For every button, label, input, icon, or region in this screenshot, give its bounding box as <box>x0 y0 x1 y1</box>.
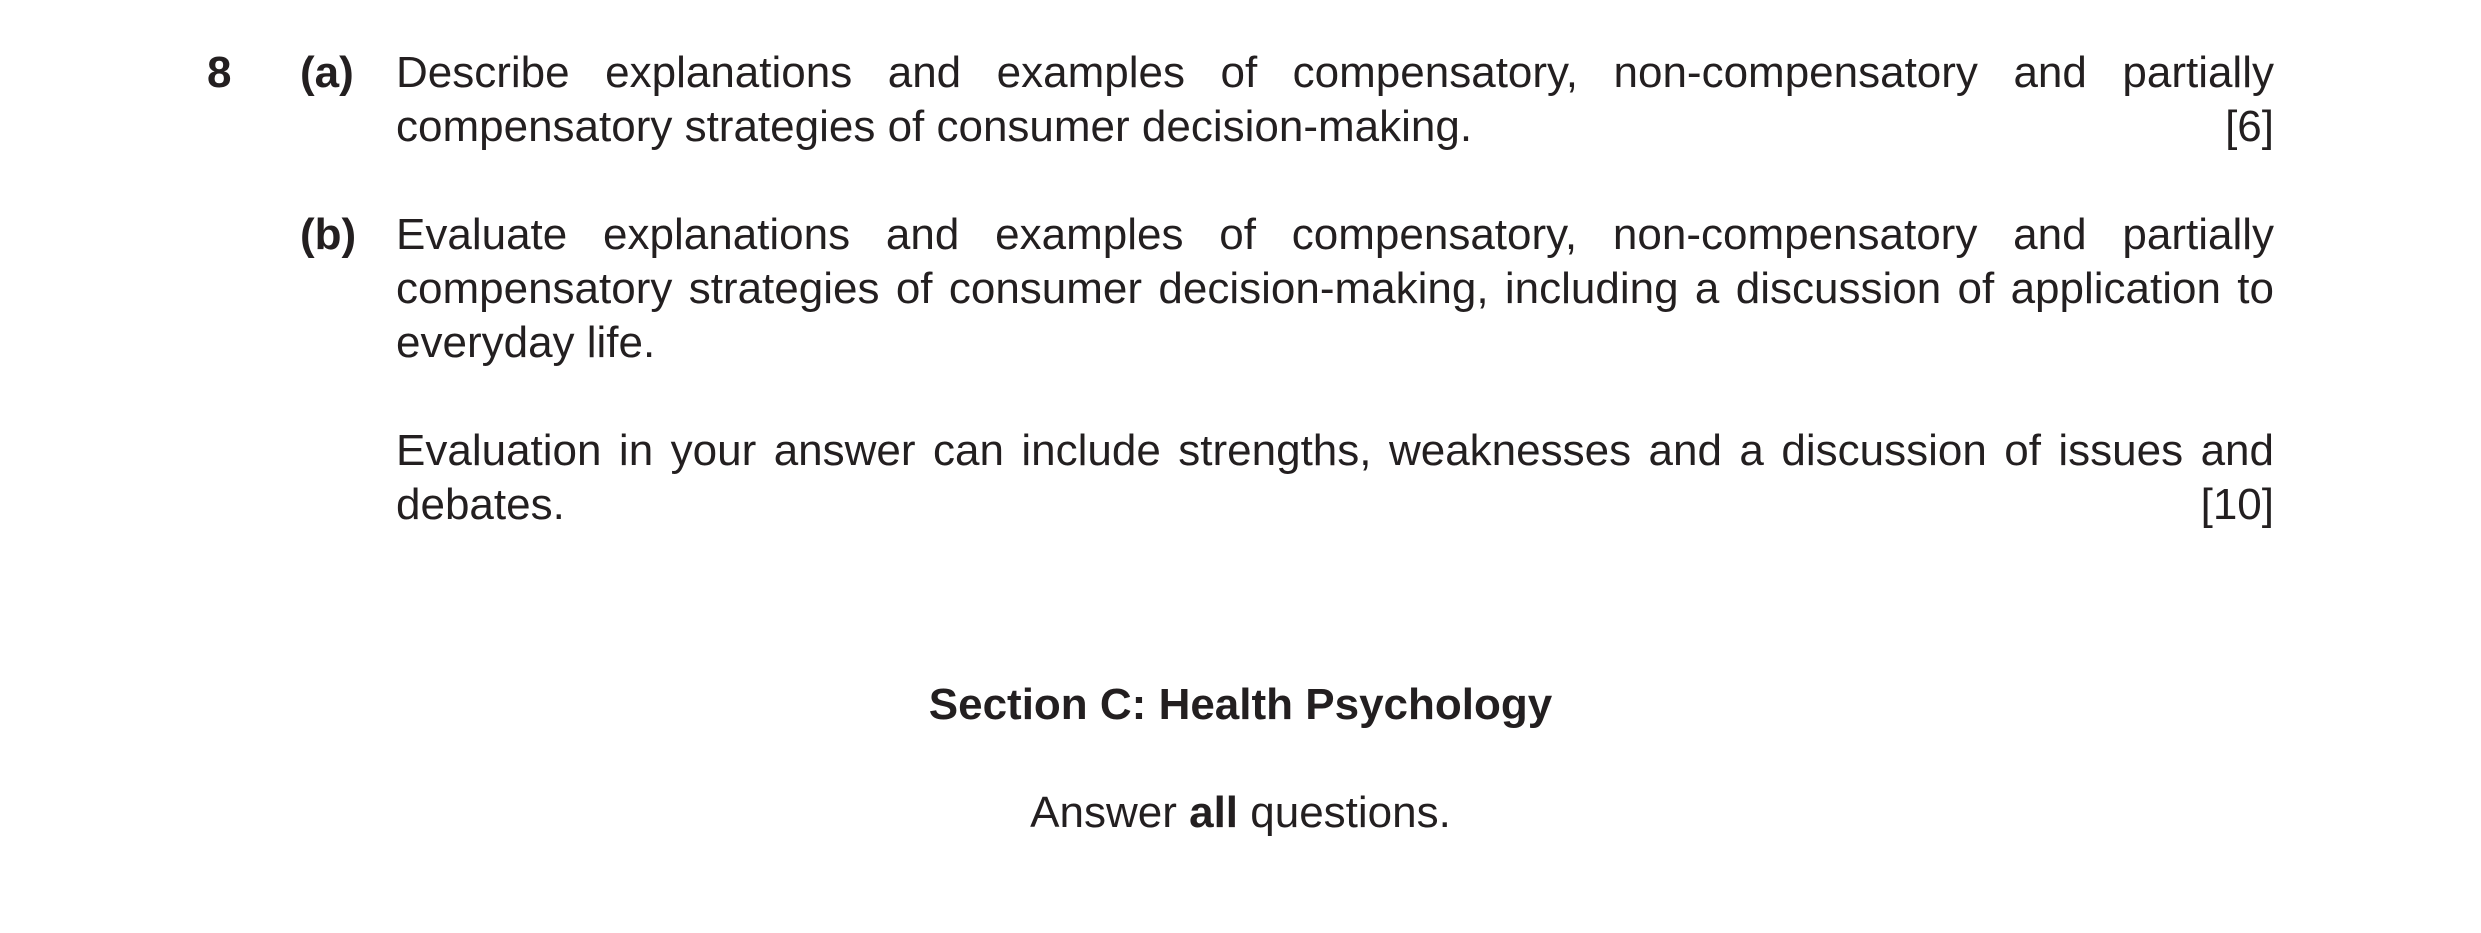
part-b-paragraph-1: Evaluate explanations and examples of compensatory, non-compensatory and partially compensatory strategies of consumer decision-making, including a discussion of application to everyday life. <box>396 210 2274 367</box>
part-b-paragraph-2-line-2 <box>396 478 2274 532</box>
part-a-label: (a) <box>300 48 354 97</box>
part-a-line-2 <box>396 100 2274 154</box>
part-a-line-2-text: compensatory strategies of consumer decision-making. <box>396 102 1473 151</box>
instruction-emphasis: all <box>1189 788 1239 837</box>
part-a-line-1: Describe explanations and examples of compensatory, non-compensatory and partially <box>396 48 2274 97</box>
instruction-pre: Answer <box>1030 788 1177 837</box>
part-a-text <box>396 46 2274 154</box>
part-b-text <box>396 208 2274 370</box>
part-b-paragraph-2-line-1: Evaluation in your answer can include strengths, weaknesses and a discussion of issues and <box>396 426 2274 475</box>
part-b-paragraph-2-line-2-text: debates. <box>396 480 565 529</box>
section-instruction <box>0 786 2481 840</box>
instruction-post: questions. <box>1250 788 1451 837</box>
part-b-evaluation-note <box>396 424 2274 532</box>
part-a-marks: [6] <box>2225 102 2274 151</box>
section-heading: Section C: Health Psychology <box>928 680 1553 729</box>
question-number: 8 <box>207 48 232 97</box>
part-b-marks: [10] <box>2200 480 2274 529</box>
part-b-label: (b) <box>300 210 357 259</box>
